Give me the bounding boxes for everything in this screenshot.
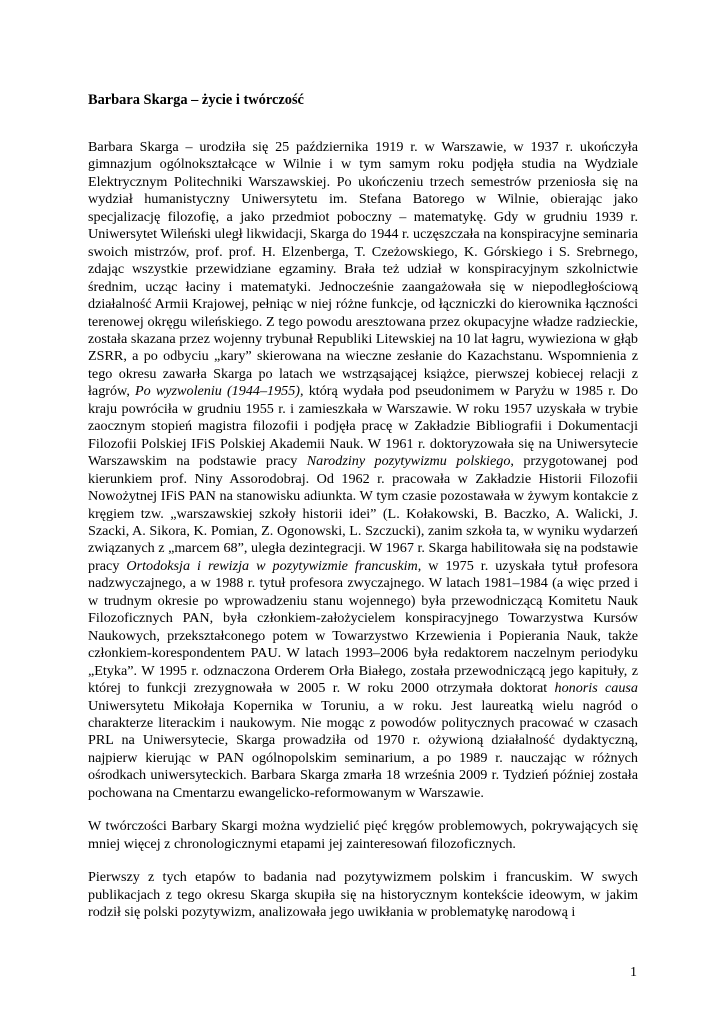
paragraph-text: Pierwszy z tych etapów to badania nad pozytywizmem polskim i francuskim. W swych publikacjach z tego okresu Skarga skupiła się na historycznym kontekście ideowym, w jakim rodził się polski pozytywizm, analizowała jego uwikłania w problematykę narodową i [88,869,638,921]
paragraph-positivism [88,869,638,921]
paragraph-text: W twórczości Barbary Skargi można wydzielić pięć kręgów problemowych, pokrywających się mniej więcej z chronologicznymi etapami jej zainteresowań filozoficznych. [88,818,638,852]
paragraph-text: , którą wydała pod pseudonimem w Paryżu w 1985 r. Do kraju powróciła w grudniu 1955 r. i zamieszkała w Warszawie. W roku 1957 uzyskała w trybie zaocznym stopień magistra filozofii i podjęła pracę w Zakładzie Bibliografii i Dokumentacji Filozofii Polskiej IFiS Polskiej Akademii Nauk. W 1961 r. doktoryzowała się na Uniwersytecie Warszawskim na podstawie pracy [88,383,638,470]
page-number: 1 [630,965,637,980]
paragraph-text: , przygotowanej pod kierunkiem prof. Niny Assorodobraj. Od 1962 r. pracowała w Zakładzie Historii Filozofii Nowożytnej IFiS PAN na stanowisku adiunkta. W tym czasie pozostawała w żywym kontakcie z kręgiem tzw. „warszawskiej szkoły historii idei” (L. Kołakowski, B. Baczko, A. Walicki, J. Szacki, A. Sikora, K. Pomian, Z. Ogonowski, L. Szczucki), zanim szkoła ta, w wyniku wydarzeń związanych z „marcem 68”, uległa dezintegracji. W 1967 r. Skarga habilitowała się na podstawie pracy [88,453,638,574]
paragraph-biography [88,139,638,802]
book-title-italic: Po wyzwoleniu (1944–1955) [135,383,301,400]
latin-phrase-italic: honoris causa [554,680,638,697]
paragraph-text: , w 1975 r. uzyskała tytuł profesora nadzwyczajnego, a w 1988 r. tytuł profesora zwyczajnego. W latach 1981–1984 (a więc przed i w trudnym okresie po wprowadzeniu stanu wojennego) była przewodniczącą Komitetu Nauk Filozoficznych PAN, była członkiem-założycielem konspiracyjnego Towarzystwa Kursów Naukowych, przekształconego potem w Towarzystwo Krzewienia i Popierania Nauk, także członkiem-korespondentem PAU. W latach 1993–2006 była redaktorem naczelnym periodyku „Etyka”. W 1995 r. odznaczona Orderem Orła Białego, została przewodniczącą jego kapituły, z której to funkcji zrezygnowała w 2005 r. W roku 2000 otrzymała doktorat [88,557,639,697]
book-title-italic: Narodziny pozytywizmu polskiego [306,453,511,470]
paragraph-text: Uniwersytetu Mikołaja Kopernika w Toruniu, a w roku. Jest laureatką wielu nagród o charakterze literackim i naukowym. Nie mogąc z powodów politycznych pracować w czasach PRL na Uniwersytecie, Skarga prowadziła od 1970 r. ożywioną działalność dydaktyczną, najpierw kierując w PAN ogólnopolskim seminarium, a po 1989 r. nauczając w różnych ośrodkach uniwersyteckich. Barbara Skarga zmarła 18 września 2009 r. Tydzień później została pochowana na Cmentarzu ewangelicko-reformowanym w Warszawie. [88,697,638,801]
book-title-italic: Ortodoksja i rewizja w pozytywizmie francuskim [126,557,418,574]
paragraph-text: Barbara Skarga – urodziła się 25 października 1919 r. w Warszawie, w 1937 r. ukończyła gimnazjum ogólnokształcące w Wilnie i w tym samym roku podjęła studia na Wydziale Elektrycznym Politechniki Warszawskiej. Po ukończeniu trzech semestrów przeniosła się na wydział humanistyczny Uniwersytetu im. Stefana Batorego w Wilnie, obierając jako specjalizację filozofię, a jako przedmiot poboczny – matematykę. Gdy w grudniu 1939 r. Uniwersytet Wileński uległ likwidacji, Skarga do 1944 r. uczęszczała na konspiracyjne seminaria swoich mistrzów, prof. prof. H. Elzenberga, T. Czeżowskiego, K. Górskiego i S. Srebrnego, zdając wszystkie przewidziane egzaminy. Brała też udział w konspiracyjnym szkolnictwie średnim, ucząc łaciny i matematyki. Jednocześnie zaangażowała się w niepodległościową działalność Armii Krajowej, pełniąc w niej różne funkcje, od łączniczki do kierownika łączności terenowej okręgu wileńskiego. Z tego powodu aresztowana przez okupacyjne władze radzieckie, została skazana przez wojenny trybunał Republiki Litewskiej na 10 lat łagru, wywieziona w głąb ZSRR, a po odbyciu „kary” skierowana na wieczne zesłanie do Kazachstanu. Wspomnienia z tego okresu zawarła Skarga po latach we wstrząsającej książce, pierwszej kobiecej relacji z łagrów, [88,139,638,400]
paragraph-themes [88,818,638,853]
document-title: Barbara Skarga – życie i twórczość [88,92,304,108]
document-body [88,139,638,937]
